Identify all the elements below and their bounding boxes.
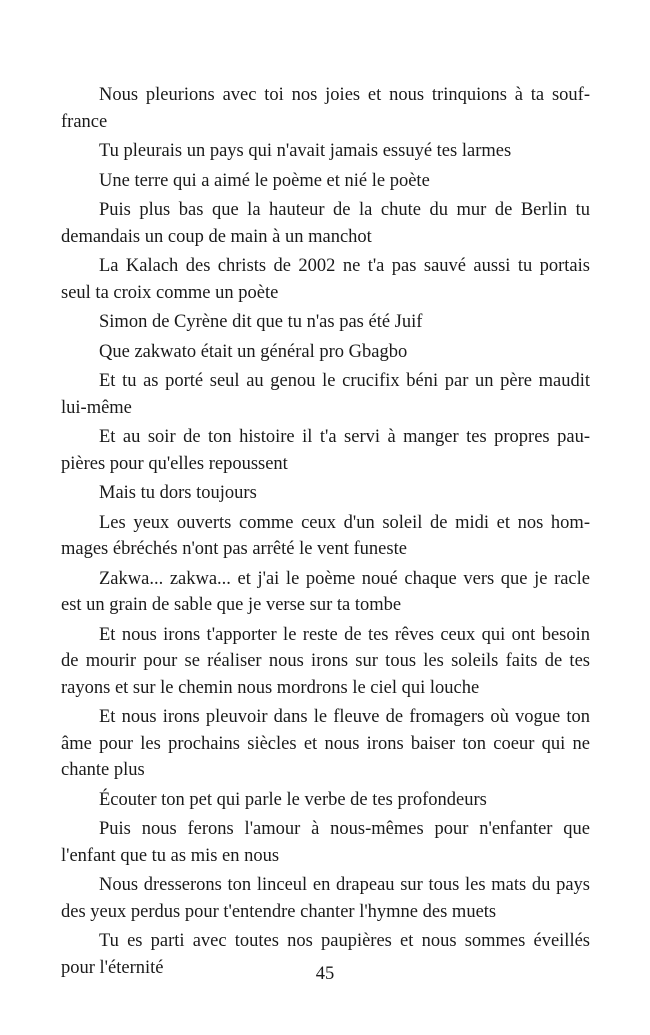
- poem-line: Tu pleurais un pays qui n'avait jamais essuyé tes larmes: [99, 141, 512, 161]
- poem-line: Zakwa... zakwa... et j'ai le poème noué chaque vers que je racle est un grain de sable que je verse sur ta tombe: [61, 568, 590, 615]
- poem-line: Et au soir de ton histoire il t'a servi à manger tes propres paupières pour qu'elles repoussent: [61, 427, 590, 474]
- poem-line: Écouter ton pet qui parle le verbe de tes profondeurs: [99, 789, 487, 810]
- poem-line: Et nous irons t'apporter le reste de tes rêves ceux qui ont besoin de mourir pour se réaliser nous irons sur tous les soleils faits de tes rayons et sur le chemin nous mordrons le ciel qui louche: [61, 624, 590, 698]
- page-number: 45: [315, 964, 335, 984]
- poem-line: Nous pleurions avec toi nos joies et nous trinquions à ta souffrance: [61, 85, 590, 132]
- poem-line: Puis plus bas que la hauteur de la chute du mur de Berlin tu demandais un coup de main à un manchot: [61, 200, 590, 247]
- poem-line: Que zakwato était un général pro Gbagbo: [99, 341, 408, 362]
- poem-line: La Kalach des christs de 2002 ne t'a pas sauvé aussi tu portais seul ta croix comme un poète: [61, 256, 590, 303]
- poem-line: Une terre qui a aimé le poème et nié le poète: [99, 170, 430, 191]
- poem-line: Simon de Cyrène dit que tu n'as pas été Juif: [99, 312, 423, 332]
- poem-line: Puis nous ferons l'amour à nous-mêmes pour n'enfanter que l'enfant que tu as mis en nous: [61, 819, 590, 866]
- poem-text: [61, 82, 590, 984]
- poem-line: Et nous irons pleuvoir dans le fleuve de fromagers où vogue ton âme pour les prochains siècles et nous irons baiser ton coeur qui ne chante plus: [61, 707, 590, 780]
- poem-line: Tu es parti avec toutes nos paupières et nous sommes éveillés pour l'éternité: [61, 931, 590, 978]
- poem-line: Les yeux ouverts comme ceux d'un soleil de midi et nos hommages ébréchés n'ont pas arrêté le vent funeste: [61, 512, 590, 559]
- poem-line: Mais tu dors toujours: [99, 483, 257, 503]
- poem-line: Nous dresserons ton linceul en drapeau sur tous les mats du pays des yeux perdus pour t'entendre chanter l'hymne des muets: [61, 875, 590, 922]
- poem-line: Et tu as porté seul au genou le crucifix béni par un père maudit lui-même: [61, 371, 590, 418]
